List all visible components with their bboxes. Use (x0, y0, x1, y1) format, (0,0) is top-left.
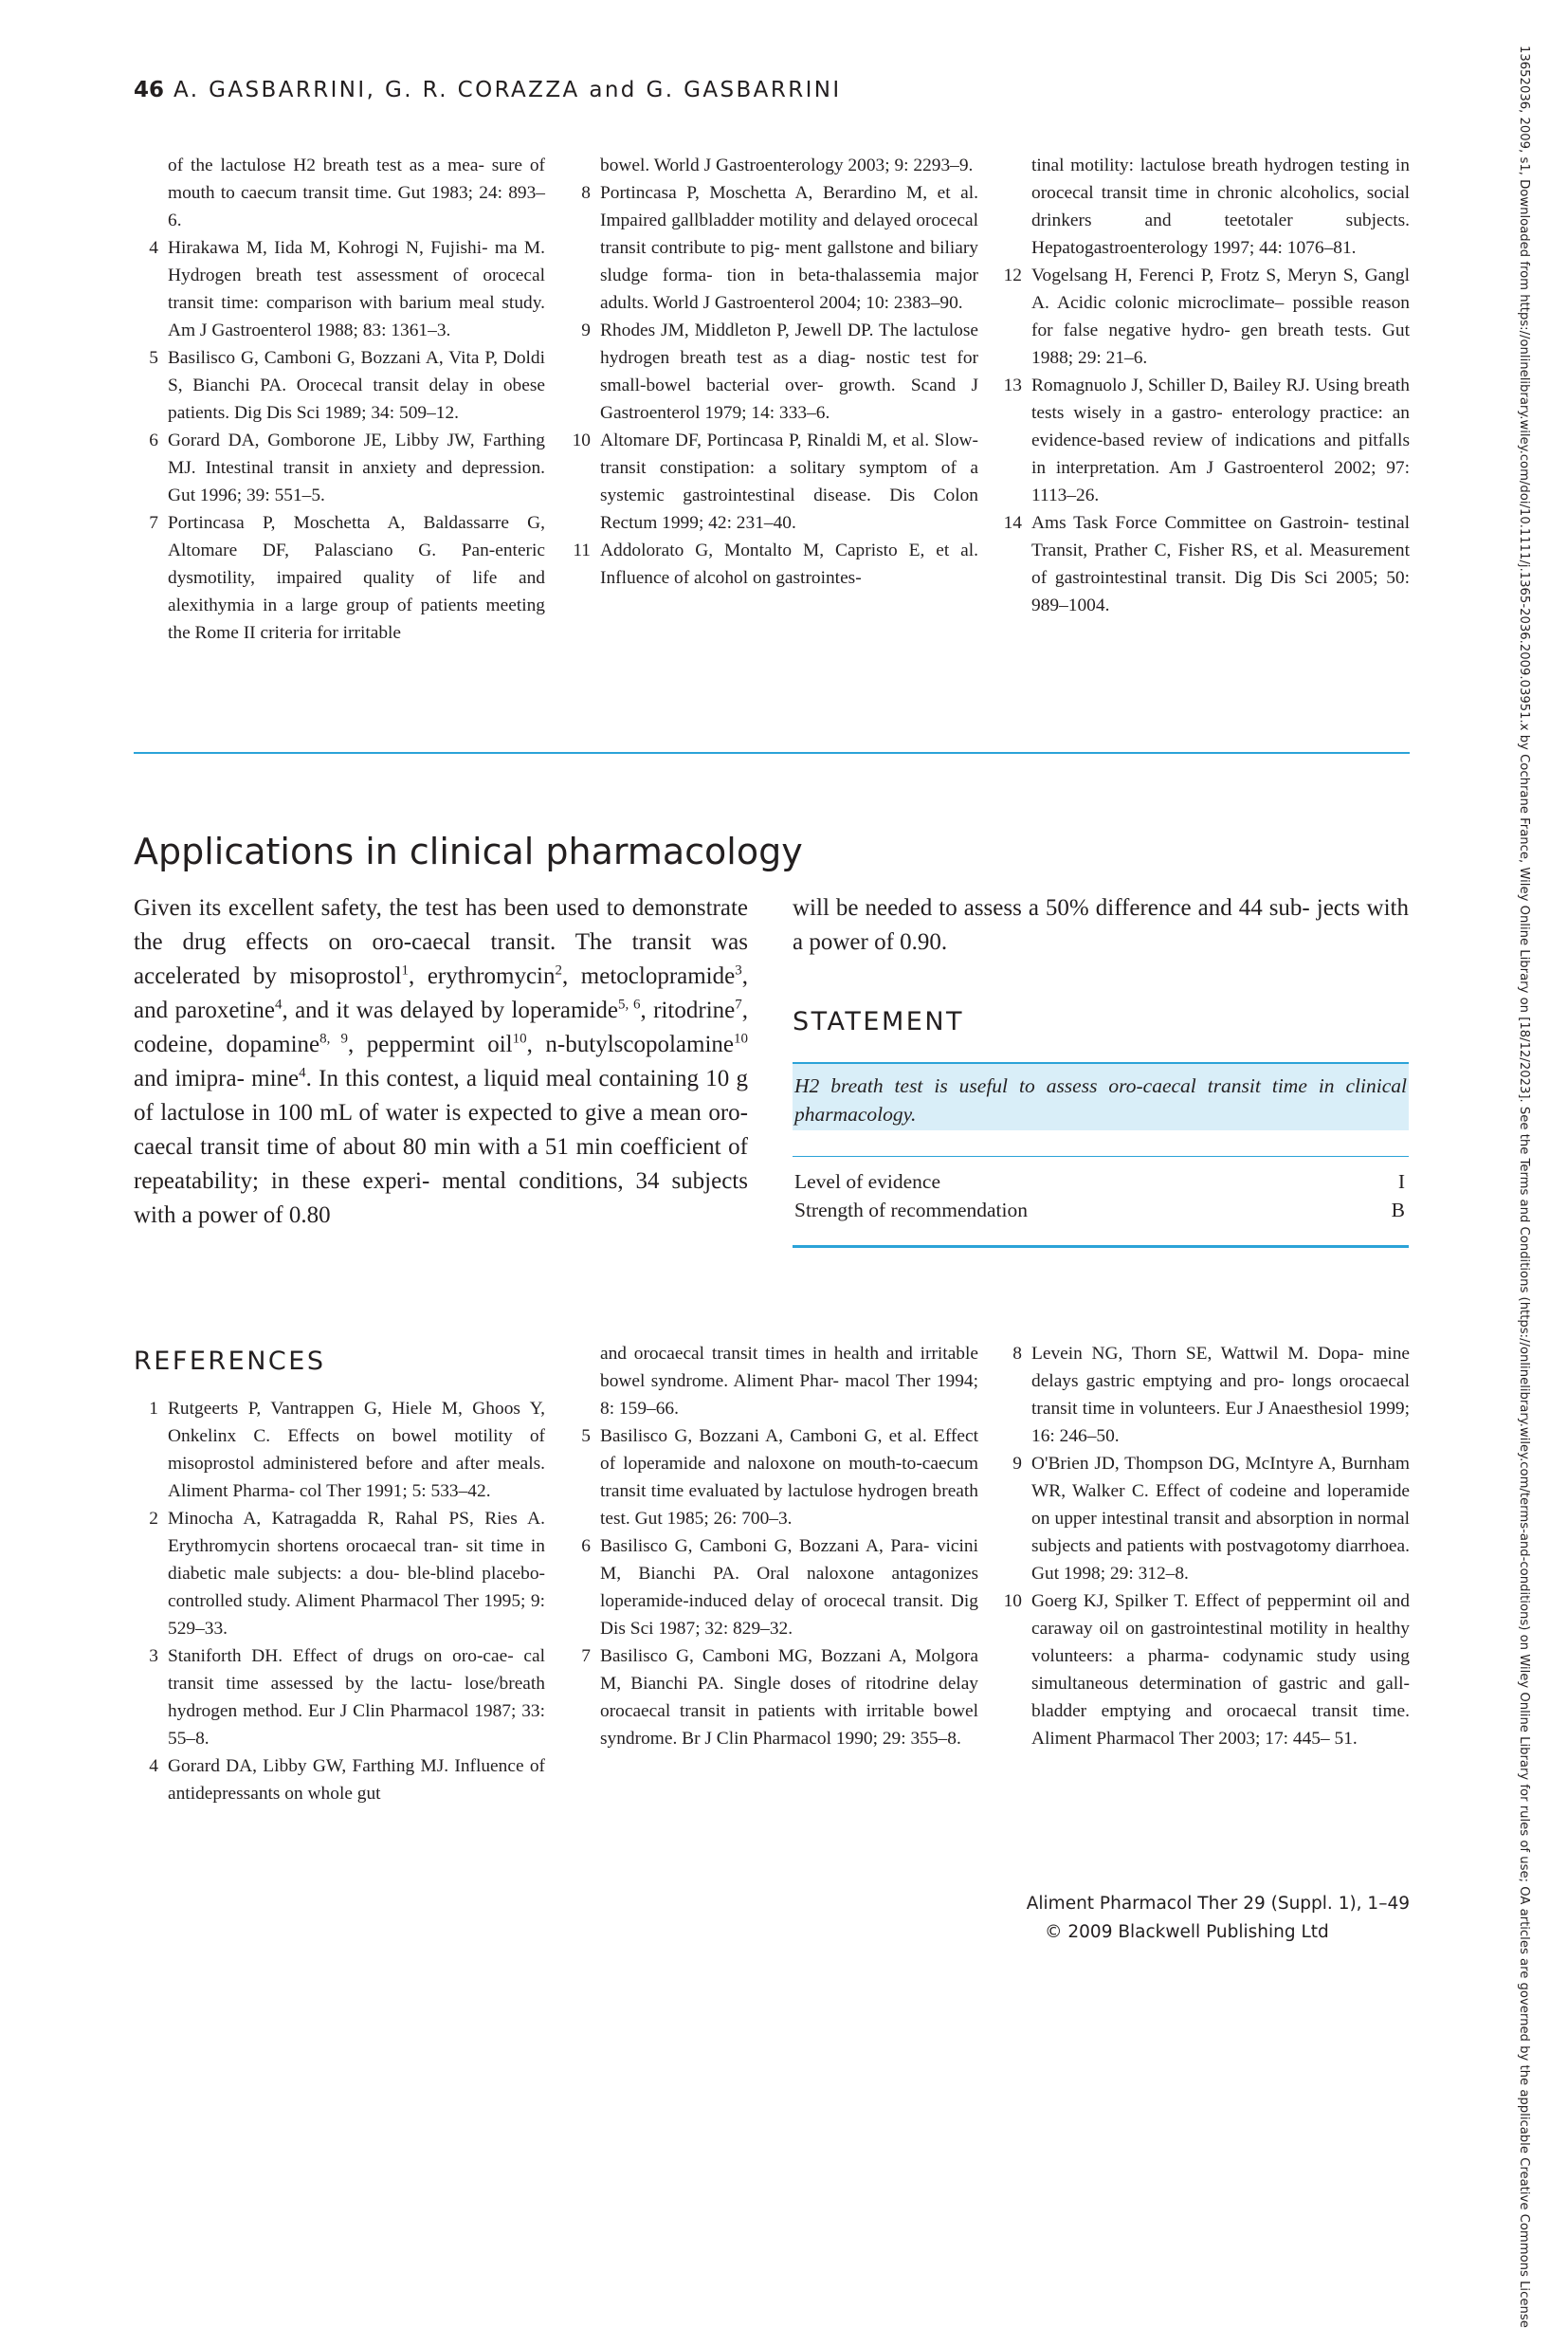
reference-item (134, 1395, 545, 1505)
reference-item (997, 509, 1410, 619)
reference-text: Minocha A, Katragadda R, Rahal PS, Ries A. Erythromycin shortens orocaecal tran- sit time in diabetic male subjects: a dou- ble-blind placebo-controlled study. Aliment Pharmacol Ther 1995; 9: 529–33. (168, 1509, 545, 1639)
reference-item (134, 1642, 545, 1752)
reference-item (997, 1587, 1410, 1752)
statement-heading: STATEMENT (793, 1007, 965, 1036)
author-line: A. GASBARRINI, G. R. CORAZZA and G. GASBARRINI (173, 78, 842, 102)
reference-number: 10 (572, 431, 591, 450)
reference-text: of the lactulose H2 breath test as a mea- sure of mouth to caecum transit time. Gut 1983; 24: 893–6. (168, 156, 545, 230)
reference-text: Vogelsang H, Ferenci P, Frotz S, Meryn S, Gangl A. Acidic colonic microclimate– possible reason for false negative hydro- gen breath tests. Gut 1988; 29: 21–6. (1031, 266, 1410, 368)
citation: 7 (735, 997, 742, 1013)
citation: 4 (299, 1065, 306, 1081)
section-title: Applications in clinical pharmacology (134, 831, 803, 872)
reference-text: Basilisco G, Camboni G, Bozzani A, Vita P, Doldi S, Bianchi PA. Orocecal transit delay in obese patients. Dig Dis Sci 1989; 34: 509–12. (168, 348, 545, 423)
reference-number: 7 (581, 1646, 591, 1666)
reference-item (997, 1340, 1410, 1450)
citation: 3 (735, 962, 742, 979)
statement-text: H2 breath test is useful to assess oro-caecal transit time in clinical pharmacology. (794, 1074, 1407, 1126)
reference-text: Portincasa P, Moschetta A, Berardino M, et al. Impaired gallbladder motility and delayed orocecal transit contribute to pig- ment gallstone and biliary sludge forma- tion in beta-thalassemia major adults. World J Gastroenterol 2004; 10: 2383–90. (600, 183, 978, 313)
reference-item (566, 1340, 978, 1422)
reference-text: Basilisco G, Camboni MG, Bozzani A, Molgora M, Bianchi PA. Single doses of ritodrine delay orocaecal transit in patients with irritable bowel syndrome. Br J Clin Pharmacol 1990; 29: 355–8. (600, 1646, 978, 1749)
reference-text: O'Brien JD, Thompson DG, McIntyre A, Burnham WR, Walker C. Effect of codeine and loperamide on upper intestinal transit and absorption in normal subjects and patients with postvagotomy diarrhoea. Gut 1998; 29: 312–8. (1031, 1454, 1410, 1584)
top-references-column-1 (134, 152, 545, 647)
reference-text: Goerg KJ, Spilker T. Effect of peppermint oil and caraway oil on gastrointestinal motility in healthy volunteers: a pharma- codynamic study using simultaneous determination of gastric and gall-bladder emptying and orocaecal transit time. Aliment Pharmacol Ther 2003; 17: 445– 51. (1031, 1591, 1410, 1749)
references-column-2 (566, 1340, 978, 1752)
citation: 4 (274, 997, 283, 1013)
body-text-column-1: Given its excellent safety, the test has been used to demonstrate the drug effects on oro-caecal transit. The transit was accelerated by misoprostol$^1$, erythromycin$^2$, metoclopramide$^3$, and paroxetine$^4$, and it was delayed by loperamide$^{5, 6}$, ritodrine$^7$, codeine, dopamine$^{8, 9}$, peppermint oil$^{10}$, n-butylscopolamine$^{10}$ and imipra- mine$^4$. In this contest, a liquid meal containing 10 g of lactulose in 100 mL of water is expected to give a mean oro-caecal transit time of about 80 min with a 51 min coefficient of repeatability; in these experi- mental conditions, 34 subjects with a power of 0.80 (134, 895, 749, 1228)
references-heading: REFERENCES (134, 1347, 326, 1376)
citation: 5, 6 (617, 997, 641, 1013)
level-of-evidence-value: I (1397, 1170, 1405, 1193)
references-column-3 (997, 1340, 1410, 1752)
reference-text: Portincasa P, Moschetta A, Baldassarre G, Altomare DF, Palasciano G. Pan-enteric dysmotility, impaired quality of life and alexithymia in a large group of patients meeting the Rome II criteria for irritable (168, 513, 545, 643)
reference-number: 5 (149, 348, 158, 368)
reference-item (997, 262, 1410, 372)
reference-number: 8 (1012, 1344, 1022, 1364)
reference-item (997, 152, 1410, 262)
reference-item (566, 1532, 978, 1642)
reference-number: 9 (581, 321, 591, 340)
reference-item (997, 372, 1410, 509)
reference-number: 7 (149, 513, 158, 533)
reference-item (134, 1752, 545, 1807)
reference-text: Rhodes JM, Middleton P, Jewell DP. The lactulose hydrogen breath test as a diag- nostic test for small-bowel bacterial over- growth. Scand J Gastroenterol 1979; 14: 333–6. (600, 321, 978, 423)
citation: 8, 9 (319, 1031, 348, 1047)
citation: 10 (512, 1031, 527, 1047)
body-text-column-2: will be needed to assess a 50% difference and 44 sub- jects with a power of 0.90. (793, 895, 1409, 955)
citation: 2 (555, 962, 562, 979)
reference-number: 5 (581, 1426, 591, 1446)
statement-bottom-rule (793, 1245, 1409, 1248)
reference-number: 6 (581, 1536, 591, 1556)
reference-text: bowel. World J Gastroenterology 2003; 9: 2293–9. (600, 156, 974, 175)
citation: 1 (401, 962, 410, 979)
reference-text: Gorard DA, Libby GW, Farthing MJ. Influence of antidepressants on whole gut (168, 1756, 545, 1804)
reference-item (566, 427, 978, 537)
references-column-1 (134, 1395, 545, 1807)
reference-number: 1 (149, 1399, 158, 1419)
reference-item (997, 1450, 1410, 1587)
running-head (134, 78, 842, 102)
reference-text: Rutgeerts P, Vantrappen G, Hiele M, Ghoos Y, Onkelinx C. Effects on bowel motility of misoprostol administered before and after meals. Aliment Pharma- col Ther 1991; 5: 533–42. (168, 1399, 545, 1501)
reference-text: Basilisco G, Bozzani A, Camboni G, et al. Effect of loperamide and naloxone on mouth-to-caecum transit time evaluated by lactulose hydrogen breath test. Gut 1985; 26: 700–3. (600, 1426, 978, 1529)
reference-item (566, 537, 978, 592)
strength-of-recommendation-label: Strength of recommendation (794, 1199, 1028, 1221)
reference-item (134, 509, 545, 647)
reference-item (134, 1505, 545, 1642)
reference-item (566, 1422, 978, 1532)
reference-number: 4 (149, 238, 158, 258)
top-references-column-2 (566, 152, 978, 592)
reference-item (566, 152, 978, 179)
reference-text: and orocaecal transit times in health and irritable bowel syndrome. Aliment Phar- macol Ther 1994; 8: 159–66. (600, 1344, 978, 1419)
reference-item (134, 344, 545, 427)
reference-number: 11 (573, 541, 591, 560)
strength-of-recommendation-value: B (1391, 1199, 1405, 1221)
reference-text: Levein NG, Thorn SE, Wattwil M. Dopa- mine delays gastric emptying and pro- longs orocaecal transit time in volunteers. Eur J Anaesthesiol 1999; 16: 246–50. (1031, 1344, 1410, 1446)
reference-text: tinal motility: lactulose breath hydrogen testing in orocecal transit time in chronic alcoholics, social drinkers and teetotaler subjects. Hepatogastroenterology 1997; 44: 1076–81. (1031, 156, 1410, 258)
reference-number: 14 (1003, 513, 1022, 533)
reference-item (566, 317, 978, 427)
reference-text: Ams Task Force Committee on Gastroin- testinal Transit, Prather C, Fisher RS, et al. Measurement of gastrointestinal transit. Dig Dis Sci 2005; 50: 989–1004. (1031, 513, 1410, 615)
download-notice: 13652036, 2009, s1, Downloaded from https://onlinelibrary.wiley.com/doi/10.1111/j.1365-2036.2009.03951.x by Cochrane France, Wiley Online Library on [18/12/2023]. See the Terms and Conditions (https://onlinelibrary.wiley.com/terms-and-conditions) on Wiley Online Library for rules of use; OA articles are governed by the applicable Creative Commons License (1517, 46, 1531, 2328)
reference-number: 3 (149, 1646, 158, 1666)
statement-divider (793, 1156, 1409, 1157)
reference-item (134, 234, 545, 344)
reference-text: Gorard DA, Gomborone JE, Libby JW, Farthing MJ. Intestinal transit in anxiety and depression. Gut 1996; 39: 551–5. (168, 431, 545, 505)
top-references-column-3 (997, 152, 1410, 619)
reference-number: 6 (149, 431, 158, 450)
reference-text: Staniforth DH. Effect of drugs on oro-cae- cal transit time assessed by the lactu- lose/breath hydrogen method. Eur J Clin Pharmacol 1987; 33: 55–8. (168, 1646, 545, 1749)
reference-number: 10 (1003, 1591, 1022, 1611)
citation: 10 (734, 1031, 748, 1047)
reference-text: Hirakawa M, Iida M, Kohrogi N, Fujishi- ma M. Hydrogen breath test assessment of orocecal transit time: comparison with barium meal study. Am J Gastroenterol 1988; 83: 1361–3. (168, 238, 545, 340)
reference-item (134, 427, 545, 509)
level-of-evidence-label: Level of evidence (794, 1170, 940, 1193)
reference-text: Basilisco G, Camboni G, Bozzani A, Para- vicini M, Bianchi PA. Oral naloxone antagonizes loperamide-induced delay of orocecal transit. Dig Dis Sci 1987; 32: 829–32. (600, 1536, 978, 1639)
reference-text: Romagnuolo J, Schiller D, Bailey RJ. Using breath tests wisely in a gastro- enterology practice: an evidence-based review of indications and pitfalls in interpretation. Am J Gastroenterol 2002; 97: 1113–26. (1031, 376, 1410, 505)
footer-journal-citation: Aliment Pharmacol Ther 29 (Suppl. 1), 1–49 (1026, 1894, 1410, 1914)
reference-text: Altomare DF, Portincasa P, Rinaldi M, et al. Slow-transit constipation: a solitary symptom of a systemic gastrointestinal disease. Dis Colon Rectum 1999; 42: 231–40. (600, 431, 978, 533)
reference-number: 12 (1003, 266, 1022, 285)
reference-number: 8 (581, 183, 591, 203)
reference-number: 2 (149, 1509, 158, 1529)
reference-number: 9 (1012, 1454, 1022, 1474)
reference-text: Addolorato G, Montalto M, Capristo E, et al. Influence of alcohol on gastrointes- (600, 541, 978, 588)
reference-item (566, 1642, 978, 1752)
reference-item (134, 152, 545, 234)
section-divider (134, 752, 1410, 754)
footer-copyright: © 2009 Blackwell Publishing Ltd (1045, 1922, 1329, 1942)
reference-number: 13 (1003, 376, 1022, 395)
page-number: 46 (134, 78, 165, 102)
reference-number: 4 (149, 1756, 158, 1776)
reference-item (566, 179, 978, 317)
